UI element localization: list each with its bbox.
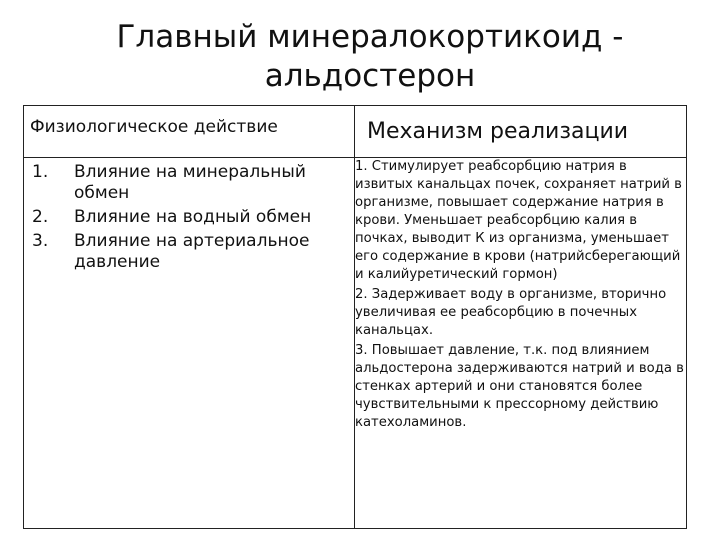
effect-text: Влияние на артериальное давление xyxy=(74,231,310,272)
effect-item-water xyxy=(32,207,354,228)
slide-title-line-2: альдостерон xyxy=(264,58,476,94)
effects-cell xyxy=(24,158,355,529)
effect-number: 2. xyxy=(32,207,49,227)
mechanism-paragraph-2: 2. Задерживает воду в организме, вторично увеличивая ее реабсорбцию в почечных канальцах. xyxy=(355,287,667,338)
mechanism-paragraph-3: 3. Повышает давление, т.к. под влиянием альдостерона задерживаются натрий и вода в стенках артерий и они становятся более чувствительными к прессорному действию катехоламинов. xyxy=(355,343,684,430)
table-body-row xyxy=(24,158,687,529)
aldosterone-table xyxy=(23,105,687,529)
header-mechanism: Механизм реализации xyxy=(355,106,687,158)
header-physiological-action: Физиологическое действие xyxy=(24,106,355,158)
mechanisms-cell xyxy=(355,158,687,529)
mechanism-paragraph-1: 1. Стимулирует реабсорбцию натрия в извитых канальцах почек, сохраняет натрий в организме, повышает содержание натрия в крови. Уменьшает реабсорбцию калия в почках, выводит К из организма, уменьшает его содержание в крови (натрийсберегающий и калийуретический гормон) xyxy=(355,159,682,282)
slide-title xyxy=(90,18,650,96)
effect-text: Влияние на водный обмен xyxy=(74,207,312,227)
effect-item-mineral xyxy=(32,162,354,204)
effect-text: Влияние на минеральный обмен xyxy=(74,162,306,203)
table-header-row xyxy=(24,106,687,158)
effect-item-pressure xyxy=(32,231,354,273)
effect-number: 1. xyxy=(32,162,49,182)
slide-title-line-1: Главный минералокортикоид - xyxy=(116,19,624,55)
effect-number: 3. xyxy=(32,231,49,251)
effects-list xyxy=(24,158,354,273)
